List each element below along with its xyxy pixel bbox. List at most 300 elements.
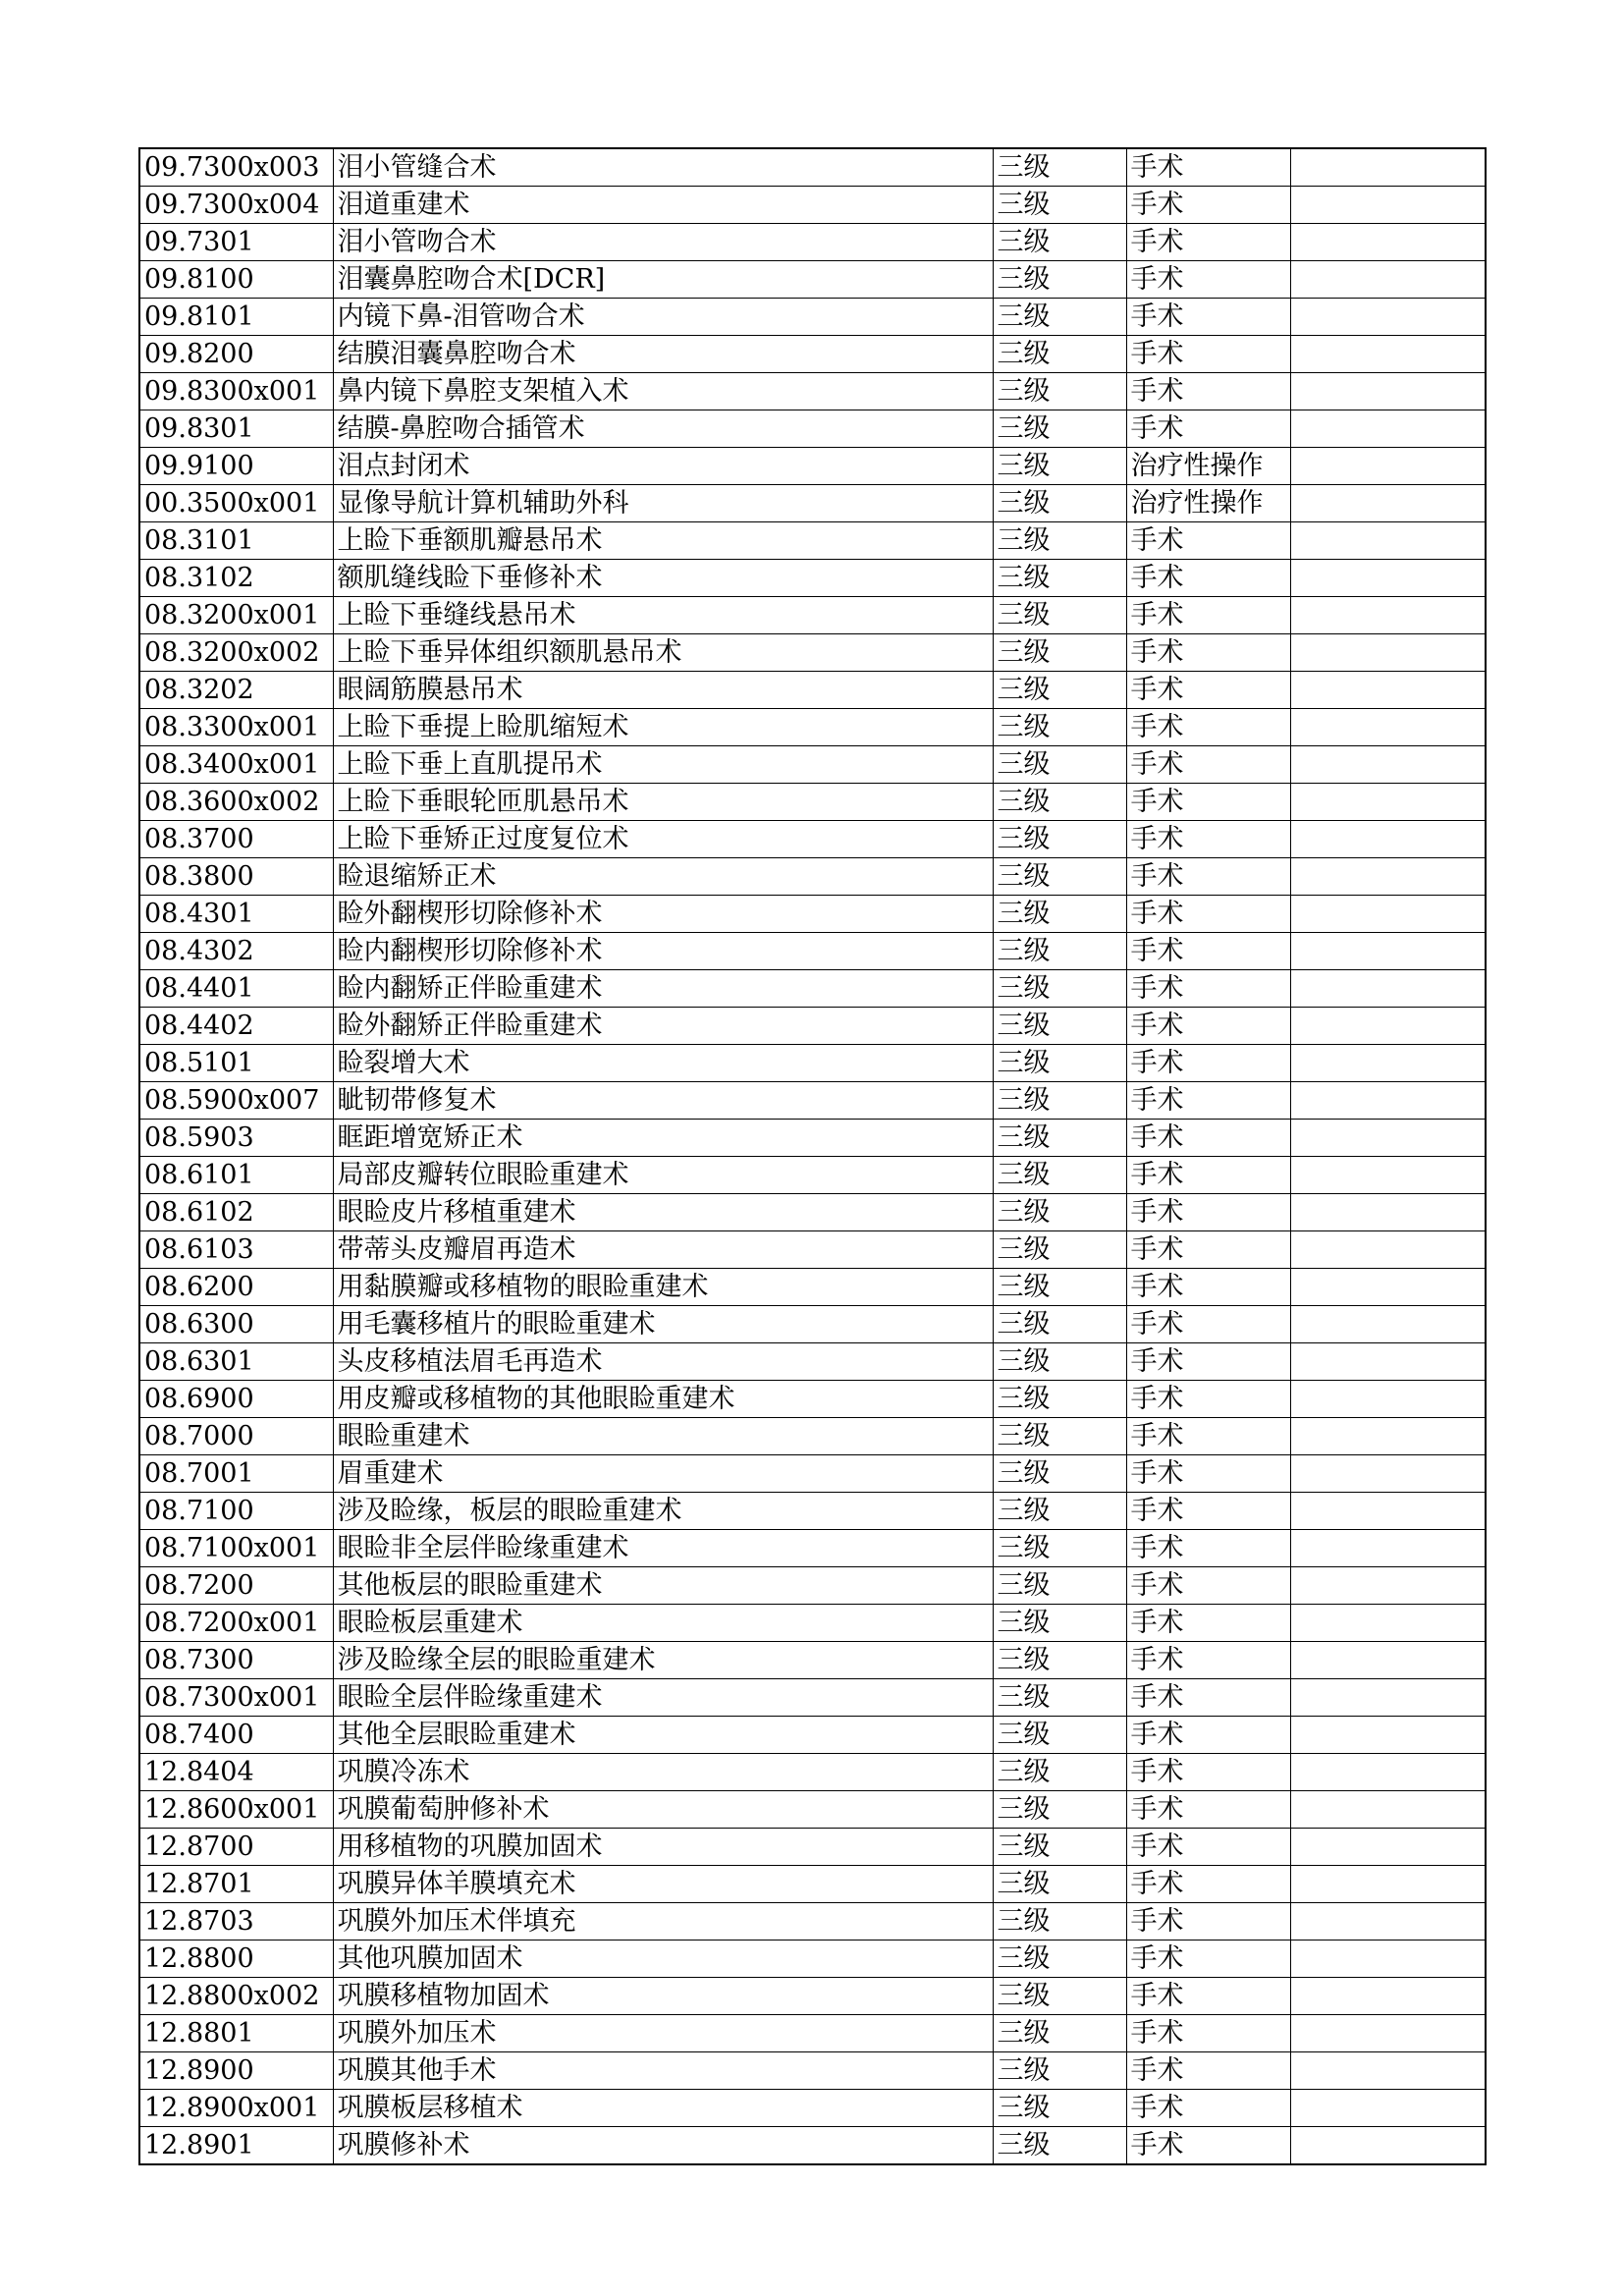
- procedure-name-cell: 额肌缝线睑下垂修补术: [333, 560, 993, 597]
- procedure-level-cell: 三级: [993, 858, 1126, 896]
- procedure-code-cell: 08.7000: [139, 1418, 333, 1455]
- procedure-name-cell: 结膜泪囊鼻腔吻合术: [333, 336, 993, 373]
- procedure-note-cell: [1290, 1120, 1486, 1157]
- procedure-table-body: [139, 148, 1486, 2164]
- procedure-level-cell: 三级: [993, 1194, 1126, 1231]
- table-row: [139, 299, 1486, 336]
- procedure-name-cell: 结膜-鼻腔吻合插管术: [333, 410, 993, 448]
- table-row: [139, 485, 1486, 522]
- procedure-code-cell: 08.4302: [139, 933, 333, 970]
- procedure-note-cell: [1290, 1679, 1486, 1717]
- procedure-code-cell: 12.8901: [139, 2127, 333, 2165]
- table-row: [139, 187, 1486, 224]
- procedure-code-cell: 08.4401: [139, 970, 333, 1008]
- procedure-note-cell: [1290, 224, 1486, 261]
- procedure-name-cell: 眼阔筋膜悬吊术: [333, 672, 993, 709]
- procedure-type-cell: 手术: [1126, 1343, 1290, 1381]
- procedure-name-cell: 上睑下垂缝线悬吊术: [333, 597, 993, 634]
- procedure-code-cell: 00.3500x001: [139, 485, 333, 522]
- procedure-note-cell: [1290, 933, 1486, 970]
- procedure-code-cell: 08.6900: [139, 1381, 333, 1418]
- procedure-type-cell: 手术: [1126, 1418, 1290, 1455]
- procedure-name-cell: 其他巩膜加固术: [333, 1941, 993, 1978]
- procedure-type-cell: 手术: [1126, 1381, 1290, 1418]
- procedure-code-cell: 08.6301: [139, 1343, 333, 1381]
- procedure-note-cell: [1290, 1008, 1486, 1045]
- procedure-name-cell: 睑内翻楔形切除修补术: [333, 933, 993, 970]
- procedure-type-cell: 手术: [1126, 1754, 1290, 1791]
- procedure-note-cell: [1290, 560, 1486, 597]
- procedure-code-cell: 08.7100: [139, 1493, 333, 1530]
- procedure-type-cell: 手术: [1126, 1269, 1290, 1306]
- procedure-code-cell: 08.6200: [139, 1269, 333, 1306]
- procedure-name-cell: 涉及睑缘，板层的眼睑重建术: [333, 1493, 993, 1530]
- table-row: [139, 933, 1486, 970]
- procedure-name-cell: 巩膜异体羊膜填充术: [333, 1866, 993, 1903]
- procedure-type-cell: 手术: [1126, 2090, 1290, 2127]
- procedure-note-cell: [1290, 784, 1486, 821]
- procedure-note-cell: [1290, 1829, 1486, 1866]
- procedure-level-cell: 三级: [993, 522, 1126, 560]
- procedure-level-cell: 三级: [993, 597, 1126, 634]
- procedure-code-cell: 08.5101: [139, 1045, 333, 1082]
- procedure-level-cell: 三级: [993, 373, 1126, 410]
- procedure-code-cell: 12.8703: [139, 1903, 333, 1941]
- procedure-level-cell: 三级: [993, 1679, 1126, 1717]
- table-row: [139, 970, 1486, 1008]
- procedure-type-cell: 手术: [1126, 2127, 1290, 2165]
- procedure-code-cell: 09.8200: [139, 336, 333, 373]
- table-row: [139, 1157, 1486, 1194]
- procedure-note-cell: [1290, 1754, 1486, 1791]
- procedure-code-cell: 08.6103: [139, 1231, 333, 1269]
- table-row: [139, 1530, 1486, 1567]
- procedure-note-cell: [1290, 1866, 1486, 1903]
- table-row: [139, 821, 1486, 858]
- procedure-name-cell: 用移植物的巩膜加固术: [333, 1829, 993, 1866]
- procedure-level-cell: 三级: [993, 1418, 1126, 1455]
- procedure-name-cell: 眼睑重建术: [333, 1418, 993, 1455]
- procedure-note-cell: [1290, 821, 1486, 858]
- procedure-name-cell: 睑退缩矫正术: [333, 858, 993, 896]
- procedure-name-cell: 带蒂头皮瓣眉再造术: [333, 1231, 993, 1269]
- procedure-code-cell: 08.4402: [139, 1008, 333, 1045]
- procedure-code-cell: 08.4301: [139, 896, 333, 933]
- procedure-name-cell: 头皮移植法眉毛再造术: [333, 1343, 993, 1381]
- procedure-name-cell: 泪点封闭术: [333, 448, 993, 485]
- procedure-type-cell: 手术: [1126, 336, 1290, 373]
- procedure-code-cell: 08.3800: [139, 858, 333, 896]
- procedure-type-cell: 手术: [1126, 148, 1290, 187]
- table-row: [139, 1679, 1486, 1717]
- procedure-level-cell: 三级: [993, 1829, 1126, 1866]
- procedure-name-cell: 上睑下垂异体组织额肌悬吊术: [333, 634, 993, 672]
- table-row: [139, 1381, 1486, 1418]
- procedure-code-cell: 08.7200x001: [139, 1605, 333, 1642]
- procedure-level-cell: 三级: [993, 2090, 1126, 2127]
- procedure-code-cell: 12.8700: [139, 1829, 333, 1866]
- table-row: [139, 672, 1486, 709]
- procedure-type-cell: 治疗性操作: [1126, 485, 1290, 522]
- table-row: [139, 1717, 1486, 1754]
- procedure-code-cell: 08.6300: [139, 1306, 333, 1343]
- procedure-name-cell: 内镜下鼻-泪管吻合术: [333, 299, 993, 336]
- procedure-type-cell: 手术: [1126, 261, 1290, 299]
- procedure-level-cell: 三级: [993, 1343, 1126, 1381]
- procedure-name-cell: 其他全层眼睑重建术: [333, 1717, 993, 1754]
- procedure-code-cell: 09.7300x004: [139, 187, 333, 224]
- procedure-note-cell: [1290, 1903, 1486, 1941]
- procedure-note-cell: [1290, 746, 1486, 784]
- procedure-name-cell: 泪道重建术: [333, 187, 993, 224]
- procedure-level-cell: 三级: [993, 1381, 1126, 1418]
- procedure-name-cell: 巩膜冷冻术: [333, 1754, 993, 1791]
- procedure-note-cell: [1290, 1455, 1486, 1493]
- table-row: [139, 1605, 1486, 1642]
- procedure-note-cell: [1290, 2090, 1486, 2127]
- procedure-name-cell: 眦韧带修复术: [333, 1082, 993, 1120]
- procedure-code-cell: 08.6102: [139, 1194, 333, 1231]
- procedure-type-cell: 手术: [1126, 1530, 1290, 1567]
- table-row: [139, 1418, 1486, 1455]
- procedure-name-cell: 鼻内镜下鼻腔支架植入术: [333, 373, 993, 410]
- procedure-level-cell: 三级: [993, 299, 1126, 336]
- procedure-type-cell: 手术: [1126, 858, 1290, 896]
- procedure-note-cell: [1290, 336, 1486, 373]
- procedure-code-cell: 08.7300x001: [139, 1679, 333, 1717]
- procedure-code-cell: 12.8801: [139, 2015, 333, 2052]
- procedure-type-cell: 手术: [1126, 1941, 1290, 1978]
- procedure-name-cell: 用黏膜瓣或移植物的眼睑重建术: [333, 1269, 993, 1306]
- procedure-code-cell: 08.7300: [139, 1642, 333, 1679]
- procedure-code-cell: 08.3202: [139, 672, 333, 709]
- procedure-level-cell: 三级: [993, 410, 1126, 448]
- procedure-name-cell: 眼睑皮片移植重建术: [333, 1194, 993, 1231]
- procedure-note-cell: [1290, 1642, 1486, 1679]
- table-row: [139, 2127, 1486, 2165]
- table-row: [139, 858, 1486, 896]
- table-row: [139, 2015, 1486, 2052]
- procedure-level-cell: 三级: [993, 821, 1126, 858]
- procedure-code-cell: 09.8300x001: [139, 373, 333, 410]
- procedure-note-cell: [1290, 148, 1486, 187]
- procedure-level-cell: 三级: [993, 746, 1126, 784]
- procedure-level-cell: 三级: [993, 1493, 1126, 1530]
- procedure-level-cell: 三级: [993, 336, 1126, 373]
- procedure-type-cell: 手术: [1126, 1008, 1290, 1045]
- procedure-note-cell: [1290, 1343, 1486, 1381]
- procedure-name-cell: 眉重建术: [333, 1455, 993, 1493]
- procedure-level-cell: 三级: [993, 2127, 1126, 2165]
- procedure-code-cell: 08.7200: [139, 1567, 333, 1605]
- procedure-name-cell: 上睑下垂额肌瓣悬吊术: [333, 522, 993, 560]
- procedure-level-cell: 三级: [993, 1120, 1126, 1157]
- procedure-note-cell: [1290, 299, 1486, 336]
- procedure-code-cell: 08.7400: [139, 1717, 333, 1754]
- procedure-name-cell: 睑外翻矫正伴睑重建术: [333, 1008, 993, 1045]
- table-row: [139, 1829, 1486, 1866]
- procedure-type-cell: 手术: [1126, 299, 1290, 336]
- procedure-code-cell: 12.8404: [139, 1754, 333, 1791]
- procedure-note-cell: [1290, 1269, 1486, 1306]
- procedure-level-cell: 三级: [993, 1978, 1126, 2015]
- procedure-type-cell: 手术: [1126, 1717, 1290, 1754]
- procedure-note-cell: [1290, 1791, 1486, 1829]
- procedure-level-cell: 三级: [993, 1754, 1126, 1791]
- table-row: [139, 522, 1486, 560]
- procedure-code-cell: 08.3102: [139, 560, 333, 597]
- procedure-name-cell: 局部皮瓣转位眼睑重建术: [333, 1157, 993, 1194]
- procedure-name-cell: 睑内翻矫正伴睑重建术: [333, 970, 993, 1008]
- procedure-level-cell: 三级: [993, 709, 1126, 746]
- procedure-type-cell: 手术: [1126, 373, 1290, 410]
- procedure-name-cell: 巩膜葡萄肿修补术: [333, 1791, 993, 1829]
- procedure-type-cell: 手术: [1126, 1866, 1290, 1903]
- procedure-note-cell: [1290, 1231, 1486, 1269]
- table-row: [139, 1978, 1486, 2015]
- procedure-type-cell: 手术: [1126, 1194, 1290, 1231]
- procedure-note-cell: [1290, 1157, 1486, 1194]
- procedure-type-cell: 手术: [1126, 634, 1290, 672]
- table-row: [139, 261, 1486, 299]
- procedure-note-cell: [1290, 709, 1486, 746]
- procedure-type-cell: 手术: [1126, 187, 1290, 224]
- procedure-level-cell: 三级: [993, 1008, 1126, 1045]
- procedure-type-cell: 手术: [1126, 970, 1290, 1008]
- procedure-type-cell: 治疗性操作: [1126, 448, 1290, 485]
- table-row: [139, 410, 1486, 448]
- table-row: [139, 597, 1486, 634]
- procedure-note-cell: [1290, 373, 1486, 410]
- procedure-type-cell: 手术: [1126, 1493, 1290, 1530]
- procedure-note-cell: [1290, 261, 1486, 299]
- procedure-name-cell: 上睑下垂上直肌提吊术: [333, 746, 993, 784]
- table-row: [139, 1231, 1486, 1269]
- procedure-name-cell: 眶距增宽矫正术: [333, 1120, 993, 1157]
- procedure-code-cell: 08.5903: [139, 1120, 333, 1157]
- procedure-name-cell: 泪囊鼻腔吻合术[DCR]: [333, 261, 993, 299]
- procedure-name-cell: 显像导航计算机辅助外科: [333, 485, 993, 522]
- procedure-code-cell: 09.7301: [139, 224, 333, 261]
- procedure-type-cell: 手术: [1126, 1231, 1290, 1269]
- procedure-note-cell: [1290, 970, 1486, 1008]
- procedure-type-cell: 手术: [1126, 1642, 1290, 1679]
- procedure-code-cell: 08.3700: [139, 821, 333, 858]
- table-row: [139, 1045, 1486, 1082]
- procedure-type-cell: 手术: [1126, 1082, 1290, 1120]
- procedure-code-cell: 12.8800x002: [139, 1978, 333, 2015]
- procedure-level-cell: 三级: [993, 1530, 1126, 1567]
- procedure-note-cell: [1290, 448, 1486, 485]
- procedure-name-cell: 巩膜板层移植术: [333, 2090, 993, 2127]
- procedure-note-cell: [1290, 1717, 1486, 1754]
- procedure-type-cell: 手术: [1126, 746, 1290, 784]
- procedure-type-cell: 手术: [1126, 1157, 1290, 1194]
- procedure-level-cell: 三级: [993, 970, 1126, 1008]
- procedure-level-cell: 三级: [993, 784, 1126, 821]
- table-row: [139, 709, 1486, 746]
- table-row: [139, 1269, 1486, 1306]
- table-row: [139, 1194, 1486, 1231]
- table-row: [139, 1567, 1486, 1605]
- procedure-level-cell: 三级: [993, 448, 1126, 485]
- procedure-name-cell: 眼睑全层伴睑缘重建术: [333, 1679, 993, 1717]
- table-row: [139, 1493, 1486, 1530]
- table-row: [139, 1941, 1486, 1978]
- procedure-type-cell: 手术: [1126, 709, 1290, 746]
- procedure-table: [138, 147, 1487, 2165]
- procedure-level-cell: 三级: [993, 485, 1126, 522]
- procedure-code-cell: 08.3101: [139, 522, 333, 560]
- procedure-name-cell: 上睑下垂眼轮匝肌悬吊术: [333, 784, 993, 821]
- procedure-name-cell: 其他板层的眼睑重建术: [333, 1567, 993, 1605]
- procedure-type-cell: 手术: [1126, 821, 1290, 858]
- procedure-level-cell: 三级: [993, 187, 1126, 224]
- procedure-type-cell: 手术: [1126, 1306, 1290, 1343]
- procedure-code-cell: 08.3300x001: [139, 709, 333, 746]
- procedure-code-cell: 09.8101: [139, 299, 333, 336]
- procedure-code-cell: 09.9100: [139, 448, 333, 485]
- procedure-note-cell: [1290, 672, 1486, 709]
- table-row: [139, 784, 1486, 821]
- procedure-type-cell: 手术: [1126, 522, 1290, 560]
- procedure-type-cell: 手术: [1126, 597, 1290, 634]
- procedure-level-cell: 三级: [993, 224, 1126, 261]
- procedure-level-cell: 三级: [993, 1231, 1126, 1269]
- procedure-note-cell: [1290, 858, 1486, 896]
- procedure-type-cell: 手术: [1126, 410, 1290, 448]
- procedure-level-cell: 三级: [993, 2015, 1126, 2052]
- table-row: [139, 634, 1486, 672]
- procedure-level-cell: 三级: [993, 933, 1126, 970]
- table-row: [139, 746, 1486, 784]
- table-row: [139, 896, 1486, 933]
- procedure-level-cell: 三级: [993, 1306, 1126, 1343]
- procedure-level-cell: 三级: [993, 1903, 1126, 1941]
- procedure-name-cell: 涉及睑缘全层的眼睑重建术: [333, 1642, 993, 1679]
- table-row: [139, 336, 1486, 373]
- procedure-code-cell: 12.8701: [139, 1866, 333, 1903]
- procedure-level-cell: 三级: [993, 896, 1126, 933]
- procedure-level-cell: 三级: [993, 1642, 1126, 1679]
- table-row: [139, 1903, 1486, 1941]
- procedure-code-cell: 08.7100x001: [139, 1530, 333, 1567]
- procedure-name-cell: 巩膜修补术: [333, 2127, 993, 2165]
- procedure-level-cell: 三级: [993, 1269, 1126, 1306]
- table-row: [139, 148, 1486, 187]
- procedure-level-cell: 三级: [993, 1157, 1126, 1194]
- procedure-type-cell: 手术: [1126, 1903, 1290, 1941]
- procedure-type-cell: 手术: [1126, 2015, 1290, 2052]
- procedure-type-cell: 手术: [1126, 1679, 1290, 1717]
- procedure-type-cell: 手术: [1126, 1605, 1290, 1642]
- procedure-name-cell: 泪小管吻合术: [333, 224, 993, 261]
- procedure-name-cell: 眼睑非全层伴睑缘重建术: [333, 1530, 993, 1567]
- procedure-level-cell: 三级: [993, 1866, 1126, 1903]
- procedure-level-cell: 三级: [993, 1455, 1126, 1493]
- procedure-code-cell: 08.3200x001: [139, 597, 333, 634]
- procedure-type-cell: 手术: [1126, 896, 1290, 933]
- procedure-code-cell: 12.8900x001: [139, 2090, 333, 2127]
- procedure-level-cell: 三级: [993, 261, 1126, 299]
- procedure-level-cell: 三级: [993, 560, 1126, 597]
- procedure-name-cell: 睑裂增大术: [333, 1045, 993, 1082]
- procedure-name-cell: 巩膜外加压术: [333, 2015, 993, 2052]
- procedure-level-cell: 三级: [993, 1045, 1126, 1082]
- procedure-name-cell: 用皮瓣或移植物的其他眼睑重建术: [333, 1381, 993, 1418]
- procedure-level-cell: 三级: [993, 634, 1126, 672]
- procedure-note-cell: [1290, 1045, 1486, 1082]
- procedure-note-cell: [1290, 1306, 1486, 1343]
- procedure-code-cell: 09.8301: [139, 410, 333, 448]
- procedure-code-cell: 12.8900: [139, 2052, 333, 2090]
- procedure-code-cell: 08.3200x002: [139, 634, 333, 672]
- procedure-note-cell: [1290, 1493, 1486, 1530]
- procedure-code-cell: 08.5900x007: [139, 1082, 333, 1120]
- table-row: [139, 2052, 1486, 2090]
- procedure-note-cell: [1290, 1381, 1486, 1418]
- procedure-name-cell: 眼睑板层重建术: [333, 1605, 993, 1642]
- table-row: [139, 1082, 1486, 1120]
- procedure-type-cell: 手术: [1126, 1455, 1290, 1493]
- procedure-note-cell: [1290, 1941, 1486, 1978]
- procedure-level-cell: 三级: [993, 1605, 1126, 1642]
- procedure-note-cell: [1290, 1605, 1486, 1642]
- procedure-type-cell: 手术: [1126, 1120, 1290, 1157]
- procedure-note-cell: [1290, 522, 1486, 560]
- procedure-code-cell: 12.8800: [139, 1941, 333, 1978]
- procedure-code-cell: 12.8600x001: [139, 1791, 333, 1829]
- procedure-type-cell: 手术: [1126, 672, 1290, 709]
- procedure-note-cell: [1290, 410, 1486, 448]
- procedure-type-cell: 手术: [1126, 2052, 1290, 2090]
- procedure-level-cell: 三级: [993, 1082, 1126, 1120]
- procedure-level-cell: 三级: [993, 1941, 1126, 1978]
- procedure-code-cell: 08.6101: [139, 1157, 333, 1194]
- procedure-level-cell: 三级: [993, 148, 1126, 187]
- procedure-note-cell: [1290, 1082, 1486, 1120]
- procedure-note-cell: [1290, 2052, 1486, 2090]
- procedure-type-cell: 手术: [1126, 1978, 1290, 2015]
- procedure-note-cell: [1290, 2127, 1486, 2165]
- procedure-type-cell: 手术: [1126, 1567, 1290, 1605]
- procedure-type-cell: 手术: [1126, 1829, 1290, 1866]
- procedure-note-cell: [1290, 2015, 1486, 2052]
- table-row: [139, 1120, 1486, 1157]
- table-row: [139, 1455, 1486, 1493]
- table-row: [139, 1306, 1486, 1343]
- procedure-note-cell: [1290, 896, 1486, 933]
- procedure-type-cell: 手术: [1126, 933, 1290, 970]
- procedure-note-cell: [1290, 1530, 1486, 1567]
- procedure-type-cell: 手术: [1126, 560, 1290, 597]
- table-row: [139, 448, 1486, 485]
- procedure-note-cell: [1290, 1978, 1486, 2015]
- table-row: [139, 224, 1486, 261]
- procedure-code-cell: 09.7300x003: [139, 148, 333, 187]
- procedure-type-cell: 手术: [1126, 1045, 1290, 1082]
- table-row: [139, 1866, 1486, 1903]
- procedure-note-cell: [1290, 1194, 1486, 1231]
- procedure-level-cell: 三级: [993, 1567, 1126, 1605]
- table-row: [139, 1008, 1486, 1045]
- procedure-note-cell: [1290, 634, 1486, 672]
- table-row: [139, 1343, 1486, 1381]
- table-row: [139, 1754, 1486, 1791]
- table-row: [139, 1642, 1486, 1679]
- procedure-level-cell: 三级: [993, 1717, 1126, 1754]
- procedure-type-cell: 手术: [1126, 784, 1290, 821]
